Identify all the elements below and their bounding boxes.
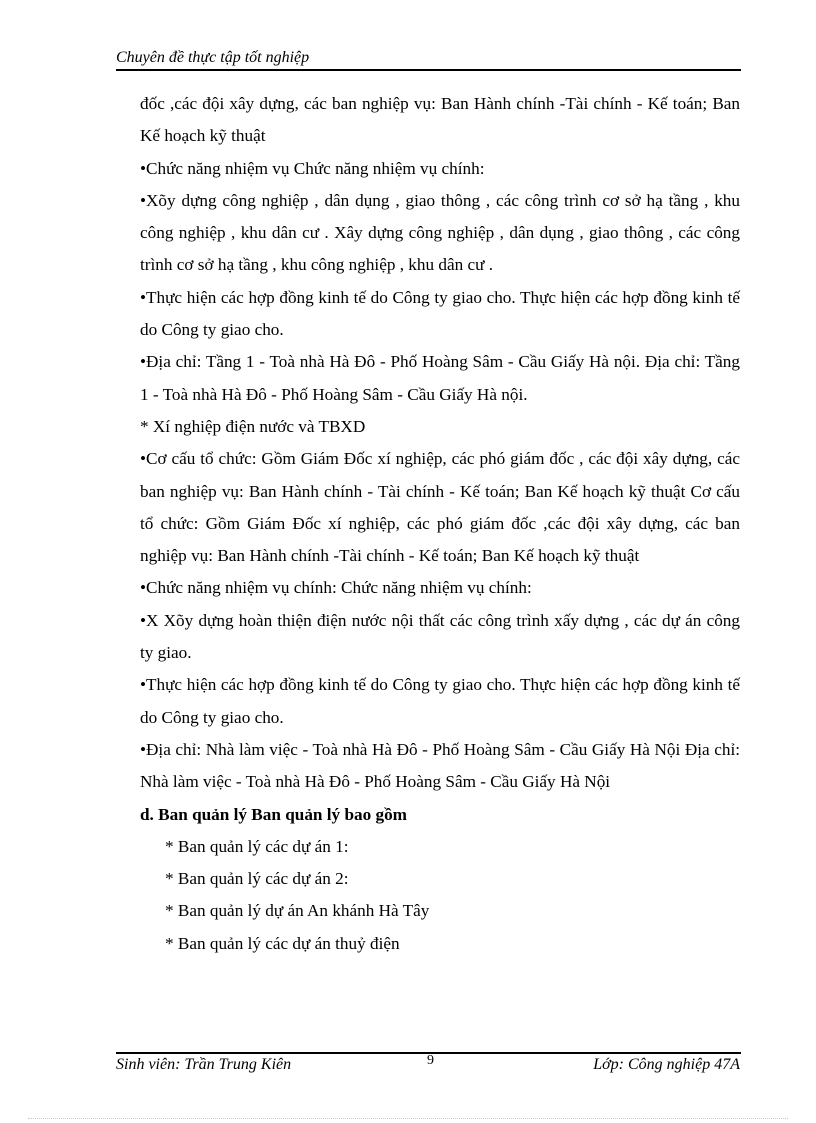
paragraph: •Chức năng nhiệm vụ chính: Chức năng nhiệm vụ chính: (140, 578, 532, 598)
header-divider (116, 69, 741, 71)
list-item: * Ban quản lý dự án An khánh Hà Tây (165, 901, 430, 921)
paragraph: •Xõy dựng công nghiệp , dân dụng , giao thông , các công trình cơ sở hạ tầng , khu công nghiệp , khu dân cư . Xây dựng công nghiệp , dân dụng , giao thông , các công trình cơ sở hạ tầng , khu công nghiệp , khu dân cư . (140, 190, 740, 275)
page-number: 9 (427, 1053, 434, 1068)
paragraph: đốc ,các đội xây dựng, các ban nghiệp vụ: Ban Hành chính -Tài chính - Kế toán; Ban Kế hoạch kỹ thuật (140, 94, 740, 146)
page-bottom-border (28, 1118, 788, 1119)
paragraph: •Thực hiện các hợp đồng kinh tế do Công ty giao cho. Thực hiện các hợp đồng kinh tế do Công ty giao cho. (140, 675, 740, 727)
body-text (140, 88, 740, 960)
list-item: * Ban quản lý các dự án 1: (165, 836, 349, 856)
paragraph: •Địa chỉ: Nhà làm việc - Toà nhà Hà Đô - Phố Hoàng Sâm - Cầu Giấy Hà Nội Địa chỉ: Nhà làm việc - Toà nhà Hà Đô - Phố Hoàng Sâm - Cầu Giấy Hà Nội (140, 739, 740, 792)
list-item: * Ban quản lý các dự án thuỷ điện (165, 933, 400, 953)
paragraph: •Cơ cấu tổ chức: Gồm Giám Đốc xí nghiệp, các phó giám đốc , các đội xây dựng, các ban nghiệp vụ: Ban Hành chính - Tài chính - Kế toán; Ban Kế hoạch kỹ thuật Cơ cấu tổ chức: Gồm Giám Đốc xí nghiệp, các phó giám đốc ,các đội xây dựng, các ban nghiệp vụ: Ban Hành chính -Tài chính - Kế toán; Ban Kế hoạch kỹ thuật (140, 449, 740, 566)
list-item: * Ban quản lý các dự án 2: (165, 869, 349, 889)
footer-class: Lớp: Công nghiệp 47A (593, 1056, 740, 1073)
page-header: Chuyên đề thực tập tốt nghiệp (116, 49, 310, 66)
paragraph: •Chức năng nhiệm vụ Chức năng nhiệm vụ chính: (140, 158, 485, 178)
paragraph: •X Xõy dựng hoàn thiện điện nước nội thất các công trình xấy dựng , các dự án công ty giao. (140, 610, 740, 663)
footer-student: Sinh viên: Trần Trung Kiên (116, 1056, 292, 1073)
paragraph: •Thực hiện các hợp đồng kinh tế do Công ty giao cho. Thực hiện các hợp đồng kinh tế do Công ty giao cho. (140, 287, 740, 340)
paragraph: •Địa chỉ: Tầng 1 - Toà nhà Hà Đô - Phố Hoàng Sâm - Cầu Giấy Hà nội. Địa chỉ: Tầng 1 - Toà nhà Hà Đô - Phố Hoàng Sâm - Cầu Giấy Hà nội. (140, 352, 740, 404)
section-heading: d. Ban quản lý Ban quản lý bao gồm (140, 804, 407, 824)
page-footer (116, 1055, 740, 1077)
paragraph: * Xí nghiệp điện nước và TBXD (140, 416, 366, 436)
